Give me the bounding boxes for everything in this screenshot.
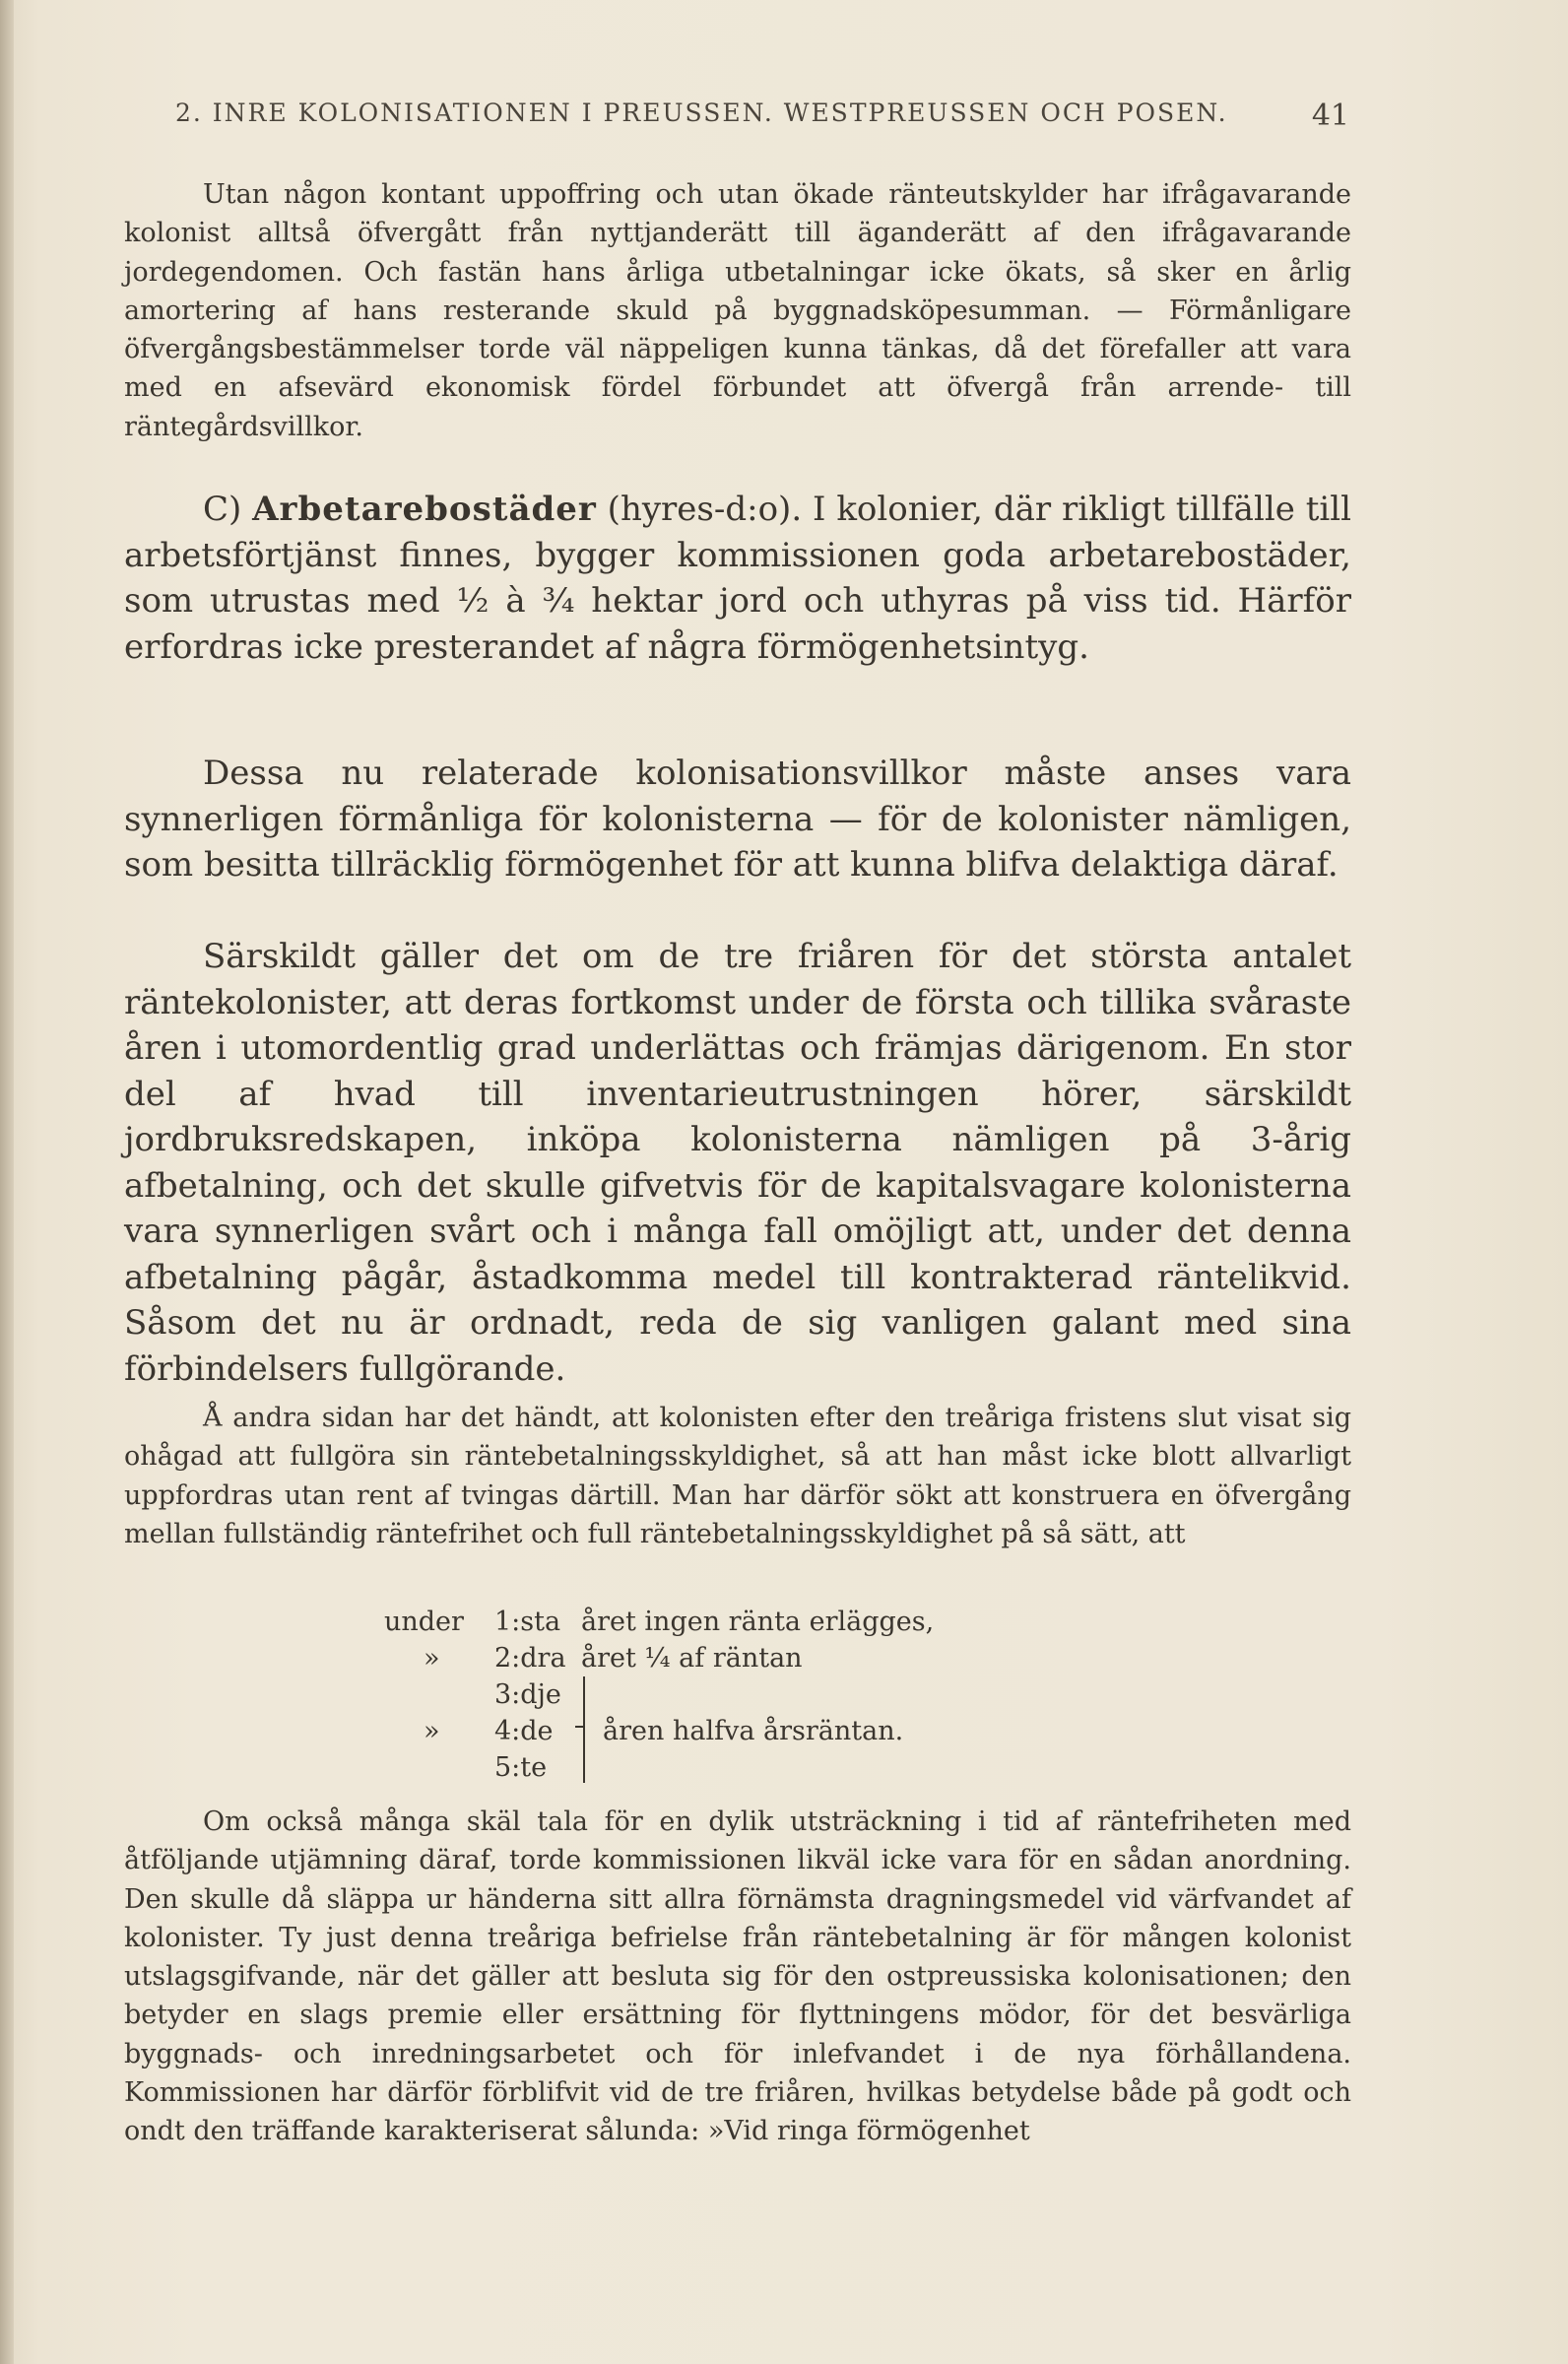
paragraph-6: Om också många skäl tala för en dylik utsträckning i tid af räntefriheten med åtföljande utjämning däraf, torde kommissionen likväl icke vara för en sådan anordning. Den skulle då släppa ur händerna sitt allra förnämsta dragningsmedel vid värfvandet af kolonister. Ty just denna treåriga befrielse från räntebetalning är för mången kolonist utslagsgifvande, när det gäller att besluta sig för den ostpreussiska kolonisationen; den betyder en slags premie eller ersättning för flyttningens mödor, för det besvärliga byggnads- och inredningsarbetet och för inlefvandet i de nya förhållandena. Kommissionen har därför förblifvit vid de tre friåren, hvilkas betydelse både på godt och ondt den träffande karakteriserat sålunda: »Vid ringa förmögenhet [124,1806,1351,2147]
paragraph-1: Utan någon kontant uppoffring och utan ökade ränteutskylder har ifrågavarande kolonist alltså öfvergått från nyttjanderätt till äganderätt af den ifrågavarande jordegendomen. Och fastän hans årliga utbetalningar icke ökats, så sker en årlig amortering af hans resterande skuld på byggnadsköpesumman. — Förmånligare öfvergångsbestämmelser torde väl näppeligen kunna tänkas, då det förefaller att vara med en afsevärd ekonomisk fördel förbundet att öfvergå från arrende- till räntegårdsvillkor. [124,179,1351,442]
section-label: C) [203,490,242,529]
interest-schedule [384,1604,1074,1786]
schedule-row: » 2:dra året ¼ af räntan [424,1643,803,1674]
paragraph-4: Särskildt gäller det om de tre friåren för det största antalet räntekolonister, att deras fortkomst under de första och tillika svåraste åren i utomordentlig grad underlättas och främjas därigenom. En stor del af hvad till inventarieutrustningen hörer, särskildt jordbruksredskapen, inköpa kolonisterna nämligen på 3-årig afbetalning, och det skulle gifvetvis för de kapitalsvagare kolonisterna vara synnerligen svårt och i många fall omöjligt att, under det denna afbetalning pågår, åstadkomma medel till kontrakterad räntelikvid. Såsom det nu är ordnadt, reda de sig vanligen galant med sina förbindelsers fullgörande. [124,937,1351,1389]
schedule-row: 3:dje [494,1679,561,1710]
paragraph-2 [124,487,1351,670]
paragraph-2-text: (hyres-d:o). I kolonier, där rikligt tillfälle till arbetsförtjänst finnes, bygger kommissionen goda arbetarebostäder, som utrustas med ½ à ¾ hektar jord och uthyras på viss tid. Härför erfordras icke presterandet af några förmögenhetsintyg. [124,490,1351,667]
paragraph-5: Å andra sidan har det händt, att kolonisten efter den treåriga fristens slut visat sig ohågad att fullgöra sin räntebetalningsskyldighet, så att han måst icke blott allvarligt uppfordras utan rent af tvingas därtill. Man har därför sökt att konstruera en öfvergång mellan fullständig räntefrihet och full räntebetalningsskyldighet på så sätt, att [124,1403,1351,1549]
brace [583,1676,593,1783]
schedule-row: 5:te [494,1752,548,1783]
schedule-row: under 1:sta året ingen ränta erlägges, [384,1607,935,1637]
running-head-title: 2. INRE KOLONISATIONEN I PREUSSEN. WESTPREUSSEN OCH POSEN. [175,98,1228,127]
paragraph-3: Dessa nu relaterade kolonisationsvillkor måste anses vara synnerligen förmånliga för kolonisterna — för de kolonister nämligen, som besitta tillräcklig förmögenhet för att kunna blifva delaktiga däraf. [124,754,1351,885]
section-heading: Arbetarebostäder [252,490,597,529]
schedule-row: » 4:de åren halfva årsräntan. [424,1716,904,1746]
page-number: 41 [1311,98,1349,133]
book-spine-edge [0,0,14,2364]
